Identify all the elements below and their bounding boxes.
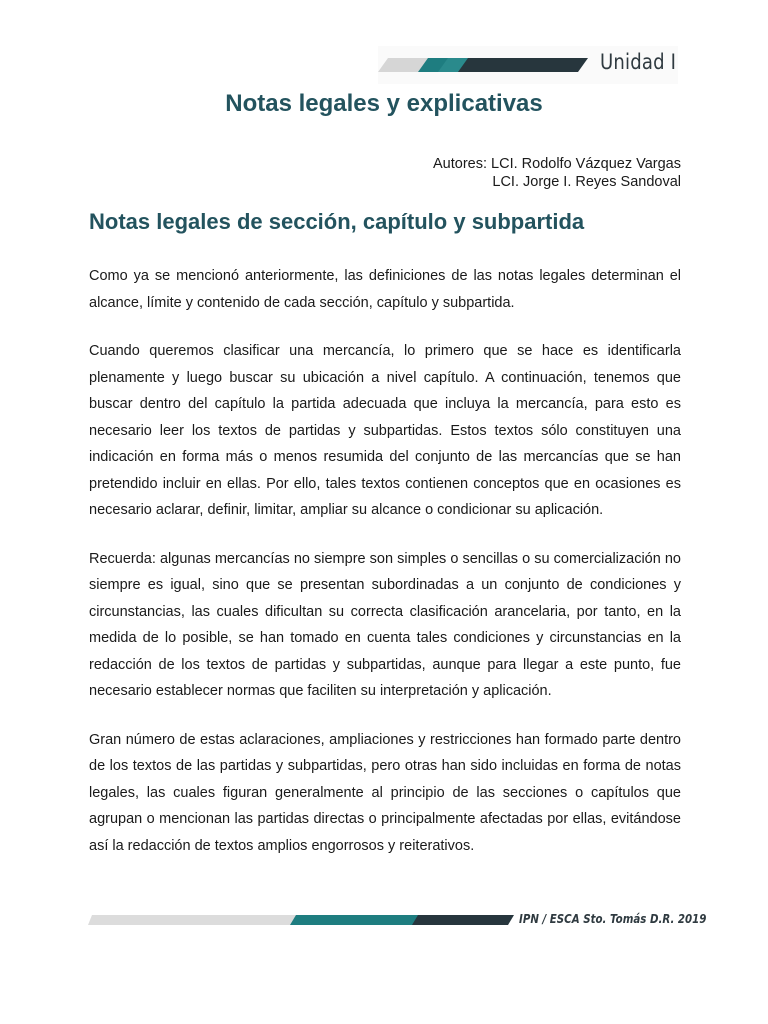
footer-label: IPN / ESCA Sto. Tomás D.R. 2019 (519, 911, 707, 926)
author-line-2: LCI. Jorge I. Reyes Sandoval (492, 174, 681, 190)
paragraph: Recuerda: algunas mercancías no siempre son simples o sencillas o su comercialización no siempre es igual, sino que se presentan subordinadas a un conjunto de condiciones y circunstancias, las cuales dificultan su correcta clasificación arancelaria, por tanto, en la medida de lo posible, se han tomado en cuenta tales condiciones y circunstancias en la redacción de los textos de partidas y subpartidas, aunque para llegar a este punto, fue necesario establecer normas que faciliten su interpretación y aplicación. (89, 550, 681, 699)
paragraph: Como ya se mencionó anteriormente, las definiciones de las notas legales determinan el alcance, límite y contenido de cada sección, capítulo y subpartida. (89, 268, 681, 311)
footer-banner (88, 908, 707, 932)
paragraph: Gran número de estas aclaraciones, ampliaciones y restricciones han formado parte dentro de los textos de las partidas y subpartidas, pero otras han sido incluidas en forma de notas legales, las cuales figuran generalmente al principio de las secciones o capítulos que agrupan o mencionan las partidas directas o principalmente afectadas por ellas, evitándose así la redacción de textos amplios engorrosos y reiterativos. (89, 731, 681, 854)
body-text (89, 263, 681, 881)
header-banner (378, 46, 678, 84)
unit-label: Unidad I (600, 50, 677, 74)
paragraph: Cuando queremos clasificar una mercancía, lo primero que se hace es identificarla plenamente y luego buscar su ubicación a nivel capítulo. A continuación, tenemos que buscar dentro del capítulo la partida adecuada que incluya la mercancía, para esto es necesario leer los textos de partidas y subpartidas. Estos textos sólo constituyen una indicación en forma más o menos resumida del conjunto de las mercancías que se han pretendido incluir en ellas. Por ello, tales textos contienen conceptos que en ocasiones es necesario aclarar, definir, limitar, ampliar su alcance o condicionar su aplicación. (89, 343, 681, 518)
author-line-1: Autores: LCI. Rodolfo Vázquez Vargas (433, 156, 681, 172)
section-heading: Notas legales de sección, capítulo y subpartida (89, 209, 585, 234)
document-title: Notas legales y explicativas (225, 90, 543, 117)
authors-block (433, 155, 681, 191)
